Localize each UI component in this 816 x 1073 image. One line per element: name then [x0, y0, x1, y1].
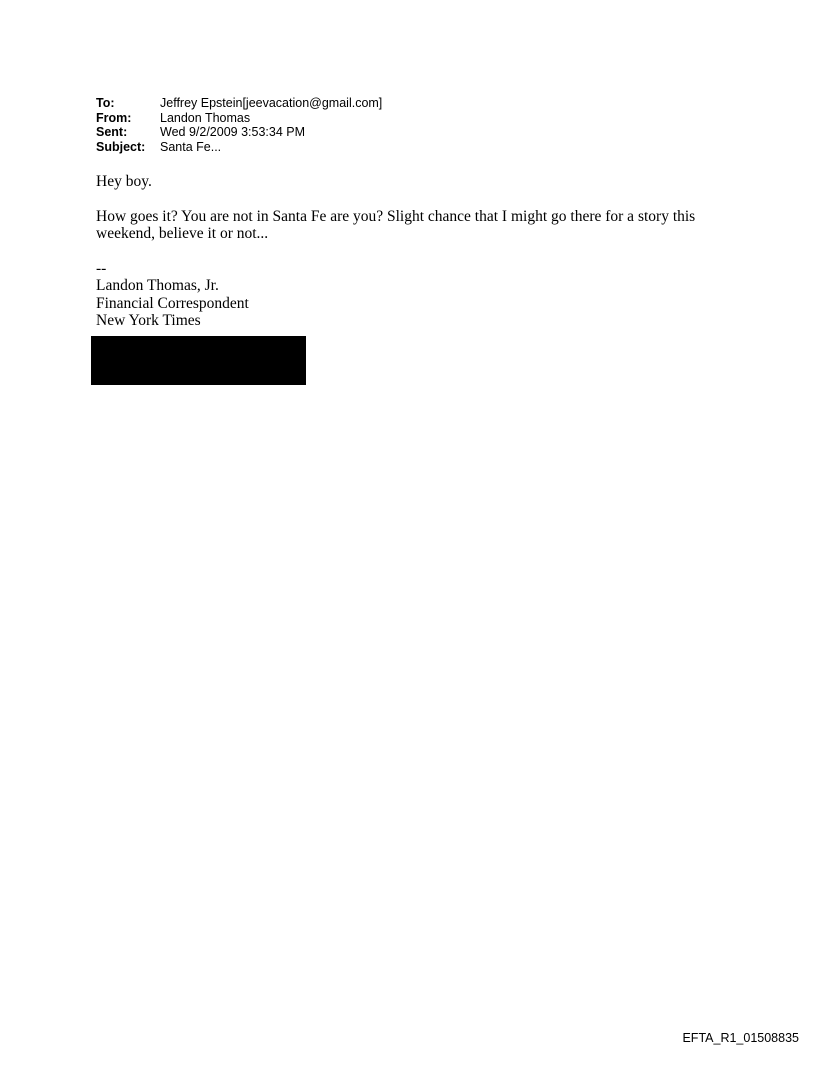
signature-block — [96, 260, 736, 330]
signature-title: Financial Correspondent — [96, 294, 249, 312]
from-value: Landon Thomas — [160, 110, 251, 125]
sent-label: Sent: — [96, 125, 128, 139]
greeting-text: Hey boy. — [96, 173, 152, 190]
to-label: To: — [96, 96, 115, 110]
bates-number: EFTA_R1_01508835 — [682, 1031, 799, 1045]
signature-organization: New York Times — [96, 312, 201, 329]
email-body — [96, 173, 736, 330]
redaction-box — [91, 336, 306, 385]
from-label: From: — [96, 110, 132, 125]
subject-value: Santa Fe... — [160, 139, 222, 154]
signature-name: Landon Thomas, Jr. — [96, 277, 219, 294]
from-row — [96, 111, 382, 126]
sent-row — [96, 125, 382, 140]
email-header — [96, 96, 382, 154]
subject-label: Subject: — [96, 139, 146, 154]
sent-value: Wed 9/2/2009 3:53:34 PM — [160, 125, 306, 139]
message-text: How goes it? You are not in Santa Fe are you? Slight chance that I might go there for a story this weekend, believe it or not... — [96, 207, 696, 242]
signature-separator: -- — [96, 259, 107, 277]
to-value: Jeffrey Epstein[jeevacation@gmail.com] — [160, 96, 383, 110]
subject-row — [96, 140, 382, 155]
to-row — [96, 96, 382, 111]
